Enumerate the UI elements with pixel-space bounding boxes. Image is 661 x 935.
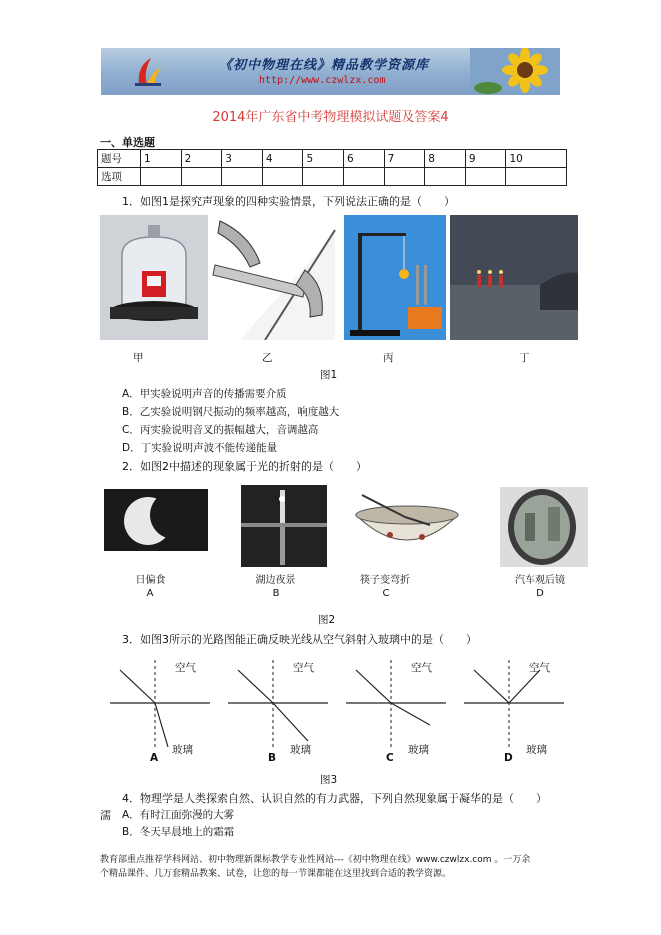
figure-2-caption: 图2 [318,614,336,626]
answer-cell[interactable] [506,168,567,186]
letter-d: D [536,588,544,599]
answer-cell[interactable] [141,168,182,186]
footer-line-1: 教育部重点推荐学科网站、初中物理新课标教学专业性网站---《初中物理在线》www.czwlzx.com 。一万余 [100,855,531,865]
q4-option-a[interactable]: A．有时江面弥漫的大雾 [122,809,235,821]
candles-photo [450,215,578,340]
table-row [98,168,567,186]
eclipse-photo [104,489,208,551]
table-row [98,150,567,168]
letter-a: A [146,588,154,599]
figure-1-caption: 图1 [320,369,338,381]
answer-cell[interactable] [425,168,466,186]
q1-option-a[interactable]: A．甲实验说明声音的传播需要介质 [122,388,287,400]
diagram-letter-c: C [386,752,394,764]
glass-label-d: 玻璃 [526,744,547,756]
table-cell: 1 [141,150,182,168]
banner-url[interactable]: http://www.czwlzx.com [259,75,386,86]
answer-cell[interactable] [344,168,385,186]
q1-option-d[interactable]: D．丁实验说明声波不能传递能量 [122,442,278,454]
q1-option-b[interactable]: B．乙实验说明钢尺振动的频率越高，响度越大 [122,406,340,418]
table-cell: 10 [506,150,567,168]
label-yi: 乙 [262,352,273,364]
answer-cell[interactable] [465,168,506,186]
row-label-number: 题号 [98,150,141,168]
figure-1-photos [100,215,578,340]
caption-eclipse: 日偏食 [135,575,166,586]
question-4-text: 4．物理学是人类探索自然、认识自然的有力武器，下列自然现象属于凝华的是（ ） [122,792,547,805]
air-label-c: 空气 [411,662,432,674]
label-bing: 丙 [383,352,394,364]
label-jia: 甲 [133,352,144,364]
q1-option-c[interactable]: C．丙实验说明音叉的振幅越大，音调越高 [122,424,319,436]
caption-lake-night: 湖边夜景 [255,575,296,586]
bell-jar-photo [100,215,208,340]
lake-night-photo [241,485,327,567]
table-cell: 4 [262,150,303,168]
diagram-letter-a: A [150,752,159,764]
question-2-text: 2．如图2中描述的现象属于光的折射的是（ ） [122,460,367,473]
air-label-b: 空气 [293,662,314,674]
chopsticks-bowl-photo [348,492,466,556]
table-cell: 7 [384,150,425,168]
document-title: 2014年广东省中考物理模拟试题及答案4 [212,110,449,125]
diagram-letter-d: D [504,752,513,764]
answer-cell[interactable] [181,168,222,186]
caption-car-mirror: 汽车观后镜 [515,575,565,586]
table-cell: 5 [303,150,344,168]
glass-label-c: 玻璃 [408,744,429,756]
answer-cell[interactable] [303,168,344,186]
glass-label-b: 玻璃 [290,744,311,756]
header-banner [101,48,560,95]
table-cell: 8 [425,150,466,168]
answer-cell[interactable] [222,168,263,186]
caption-chopsticks: 筷子变弯折 [360,575,410,586]
q4-option-b[interactable]: B．冬天早晨地上的霜霜 [122,826,235,838]
table-cell: 9 [465,150,506,168]
question-1-text: 1．如图1是探究声现象的四种实验情景，下列说法正确的是（ ） [122,195,455,208]
letter-c: C [382,588,390,599]
answer-cell[interactable] [262,168,303,186]
air-label-a: 空气 [175,662,196,674]
diagram-letter-b: B [268,752,277,764]
letter-b: B [272,588,280,599]
question-3-text: 3．如图3所示的光路图能正确反映光线从空气斜射入玻璃中的是（ ） [122,633,477,646]
banner-title: 《初中物理在线》精品教学资源库 [219,58,430,73]
air-label-d: 空气 [529,662,550,674]
car-mirror-photo [500,487,588,567]
answer-cell[interactable] [384,168,425,186]
section-heading: 一、单选题 [100,136,155,149]
question-4-overflow: 濡 [100,809,111,822]
figure-2-photos [100,485,590,567]
ruler-photo [210,215,335,340]
table-cell: 2 [181,150,222,168]
figure-3-caption: 图3 [320,774,338,786]
sunflower-icon [470,48,560,95]
tuning-fork-photo [344,215,446,340]
logo-icon [131,54,165,88]
table-cell: 3 [222,150,263,168]
table-cell: 6 [344,150,385,168]
footer-line-2: 个精品课件、几万套精品教案、试卷，让您的每一节课都能在这里找到合适的教学资源。 [100,869,452,879]
answer-table [97,149,567,186]
label-ding: 丁 [519,352,530,364]
page-footer [100,853,570,881]
row-label-answer: 选项 [98,168,141,186]
glass-label-a: 玻璃 [172,744,193,756]
